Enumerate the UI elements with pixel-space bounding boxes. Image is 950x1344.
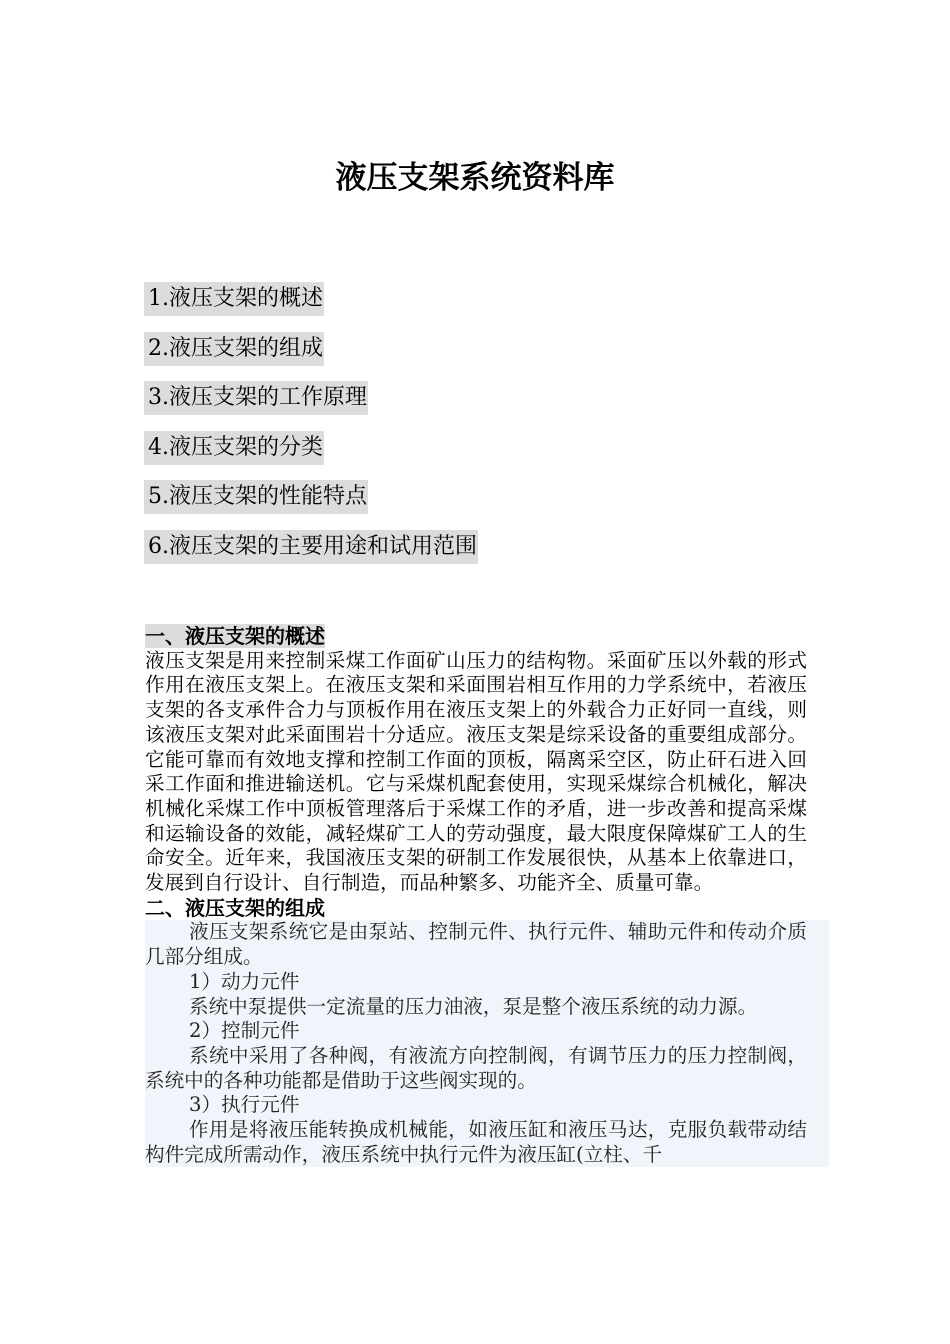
toc-item[interactable]	[144, 332, 478, 382]
toc-item[interactable]	[144, 282, 478, 332]
page-title: 液压支架系统资料库	[335, 160, 615, 196]
item-text-actuator: 作用是将液压能转换成机械能，如液压缸和液压马达，克服负载带动结构件完成所需动作，液压系统中执行元件为液压缸(立柱、千	[145, 1118, 807, 1166]
toc-item[interactable]	[144, 530, 478, 580]
toc-item-label: 5.液压支架的性能特点	[144, 480, 368, 514]
section-heading-text: 一、液压支架的概述	[145, 624, 325, 648]
toc-item-label: 4.液压支架的分类	[144, 431, 324, 465]
toc-item-label: 1.液压支架的概述	[144, 282, 324, 316]
composition-intro: 液压支架系统它是由泵站、控制元件、执行元件、辅助元件和传动介质几部分组成。	[145, 920, 807, 969]
overview-paragraph: 液压支架是用来控制采煤工作面矿山压力的结构物。采面矿压以外载的形式作用在液压支架上。在液压支架和采面围岩相互作用的力学系统中，若液压支架的各支承件合力与顶板作用在液压支架上的外载合力正好同一直线，则该液压支架对此采面围岩十分适应。液压支架是综采设备的重要组成部分。它能可靠而有效地支撑和控制工作面的顶板，隔离采空区，防止矸石进入回采工作面和推进输送机。它与采煤机配套使用，实现采煤综合机械化，解决机械化采煤工作中顶板管理落后于采煤工作的矛盾，进一步改善和提高采煤和运输设备的效能，减轻煤矿工人的劳动强度，最大限度保障煤矿工人的生命安全。近年来，我国液压支架的研制工作发展很快，从基本上依靠进口，发展到自行设计、自行制造，而品种繁多、功能齐全、质量可靠。	[145, 648, 807, 895]
item-text-power: 系统中泵提供一定流量的压力油液，泵是整个液压系统的动力源。	[189, 994, 758, 1018]
composition-block	[145, 920, 829, 1167]
toc-item[interactable]	[144, 480, 478, 530]
section-heading-overview	[145, 624, 807, 649]
item-label-power: 1）动力元件	[189, 969, 300, 993]
toc-item-label: 6.液压支架的主要用途和试用范围	[144, 530, 478, 564]
item-text-control: 系统中采用了各种阀，有液流方向控制阀，有调节压力的压力控制阀，系统中的各种功能都是借助于这些阀实现的。	[145, 1043, 807, 1092]
toc-item-label: 3.液压支架的工作原理	[144, 381, 368, 415]
toc-item-label: 2.液压支架的组成	[144, 332, 324, 366]
toc-item[interactable]	[144, 431, 478, 481]
item-label-actuator: 3）执行元件	[189, 1093, 300, 1117]
table-of-contents	[144, 282, 478, 580]
item-label-control: 2）控制元件	[189, 1019, 300, 1043]
document-body	[145, 624, 807, 1167]
toc-item[interactable]	[144, 381, 478, 431]
section-heading-composition: 二、液压支架的组成	[145, 895, 325, 920]
